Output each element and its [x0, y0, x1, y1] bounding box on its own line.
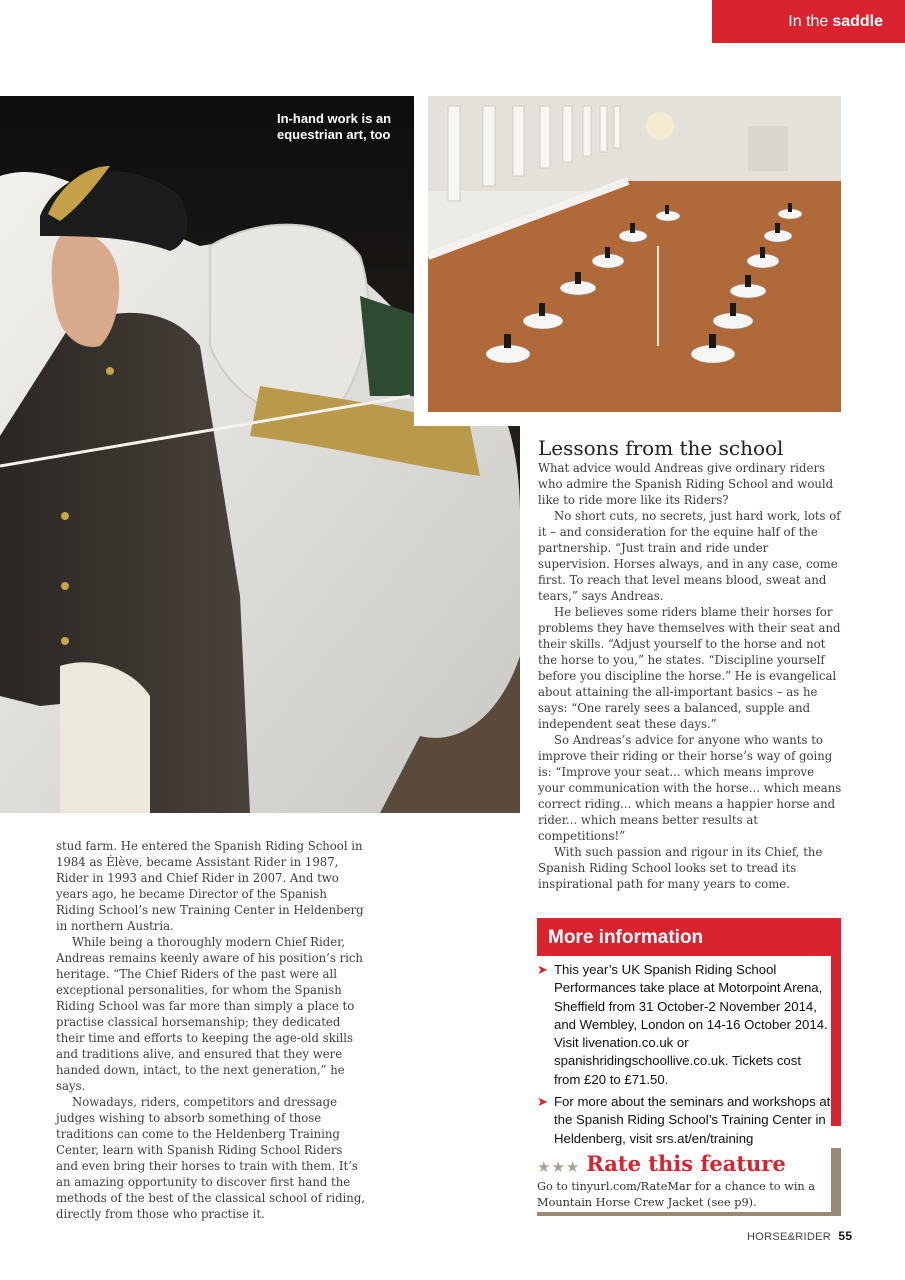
- paragraph: Nowadays, riders, competitors and dressage judges wishing to absorb something of those traditions can come to the Heldenberg Training Center, learn with Spanish Riding School Riders and even bring their horses to train with them. It’s an amazing opportunity to discover first hand the methods of the best of the classical school of riding, directly from those who practise it.: [56, 1095, 366, 1221]
- photo-riding-arena: [428, 96, 841, 412]
- rate-header: [537, 1148, 786, 1176]
- section-heading: Lessons from the school: [538, 436, 784, 460]
- more-info-title: More information: [537, 918, 841, 956]
- more-info-body: [537, 956, 831, 1146]
- star-icon: ★★★: [537, 1158, 581, 1176]
- photo-frame-vertical: [414, 96, 428, 426]
- section-prefix: In the: [788, 12, 829, 30]
- section-tab: [712, 0, 905, 43]
- photo-frame-horizontal: [414, 412, 520, 426]
- article-left-column: [56, 838, 366, 1222]
- paragraph: No short cuts, no secrets, just hard work, lots of it – and consideration for the equine half of the partnership. “Just train and ride under supervision. Horses always, and in any case, come first. To reach that level means blood, sweat and tears,” says Andreas.: [538, 509, 841, 603]
- more-info-border: [831, 956, 841, 1126]
- page-number: 55: [838, 1229, 853, 1243]
- paragraph: With such passion and rigour in its Chief, the Spanish Riding School looks set to tread its inspirational path for many years to come.: [538, 845, 823, 891]
- rate-feature-box: [537, 1148, 841, 1216]
- arena-illustration: [428, 96, 841, 412]
- info-item-text: For more about the seminars and workshops at the Spanish Riding School’s Training Center in Heldenberg, visit srs.at/en/training: [554, 1094, 831, 1146]
- rate-border-bottom: [537, 1212, 841, 1216]
- page-footer: [747, 1229, 852, 1243]
- more-info-box: [537, 918, 841, 1146]
- arrow-right-icon: ➤: [537, 1094, 548, 1110]
- rate-border: [831, 1148, 841, 1216]
- info-item: [537, 1093, 831, 1148]
- paragraph: stud farm. He entered the Spanish Riding School in 1984 as Élève, became Assistant Rider in 1987, Rider in 1993 and Chief Rider in 2007. And two years ago, he became Director of the Spanish Riding School’s new Training Center in Heldenberg in northern Austria.: [56, 839, 364, 933]
- arrow-right-icon: ➤: [537, 962, 548, 977]
- magazine-name: HORSE&RIDER: [747, 1231, 831, 1243]
- info-item: [537, 961, 831, 1089]
- article-right-column: [538, 436, 843, 892]
- photo-caption: In-hand work is an equestrian art, too: [277, 111, 392, 142]
- rate-title: Rate this feature: [586, 1151, 786, 1176]
- section-bold: saddle: [832, 12, 883, 30]
- paragraph: So Andreas’s advice for anyone who wants to improve their riding or their horse’s way of going is: “Improve your seat... which means improve your communication with the horse... which means correct riding... which means a happier horse and rider... which means better results at competitions!”: [538, 733, 842, 843]
- paragraph: What advice would Andreas give ordinary riders who admire the Spanish Riding School and would like to ride more like its Riders?: [538, 461, 834, 507]
- paragraph: He believes some riders blame their horses for problems they have themselves with their seat and their skills. “Adjust yourself to the horse and not the horse to you,” he states. “Discipline yourself before you discipline the horse.” He is evangelical about attaining the all-important basics – as he says: “One rarely sees a balanced, supple and independent seat these days.”: [538, 605, 841, 731]
- paragraph: While being a thoroughly modern Chief Rider, Andreas remains keenly aware of his position’s rich heritage. “The Chief Riders of the past were all exceptional personalities, for whom the Spanish Riding School was far more than simply a place to practise classical horsemanship; they dedicated their time and efforts to keeping the age-old skills and traditions alive, and ensured that they were handed down, intact, to the next generation,” he says.: [56, 935, 363, 1093]
- rate-text: Go to tinyurl.com/RateMar for a chance to win a Mountain Horse Crew Jacket (see p9).: [537, 1180, 816, 1209]
- info-item-text: This year’s UK Spanish Riding School Performances take place at Motorpoint Arena, Sheffield from 31 October-2 November 2014, and Wembley, London on 14-16 October 2014. Visit livenation.co.uk or spanishridingschoollive.co.uk. Tickets cost from £20 to £71.50.: [554, 962, 828, 1087]
